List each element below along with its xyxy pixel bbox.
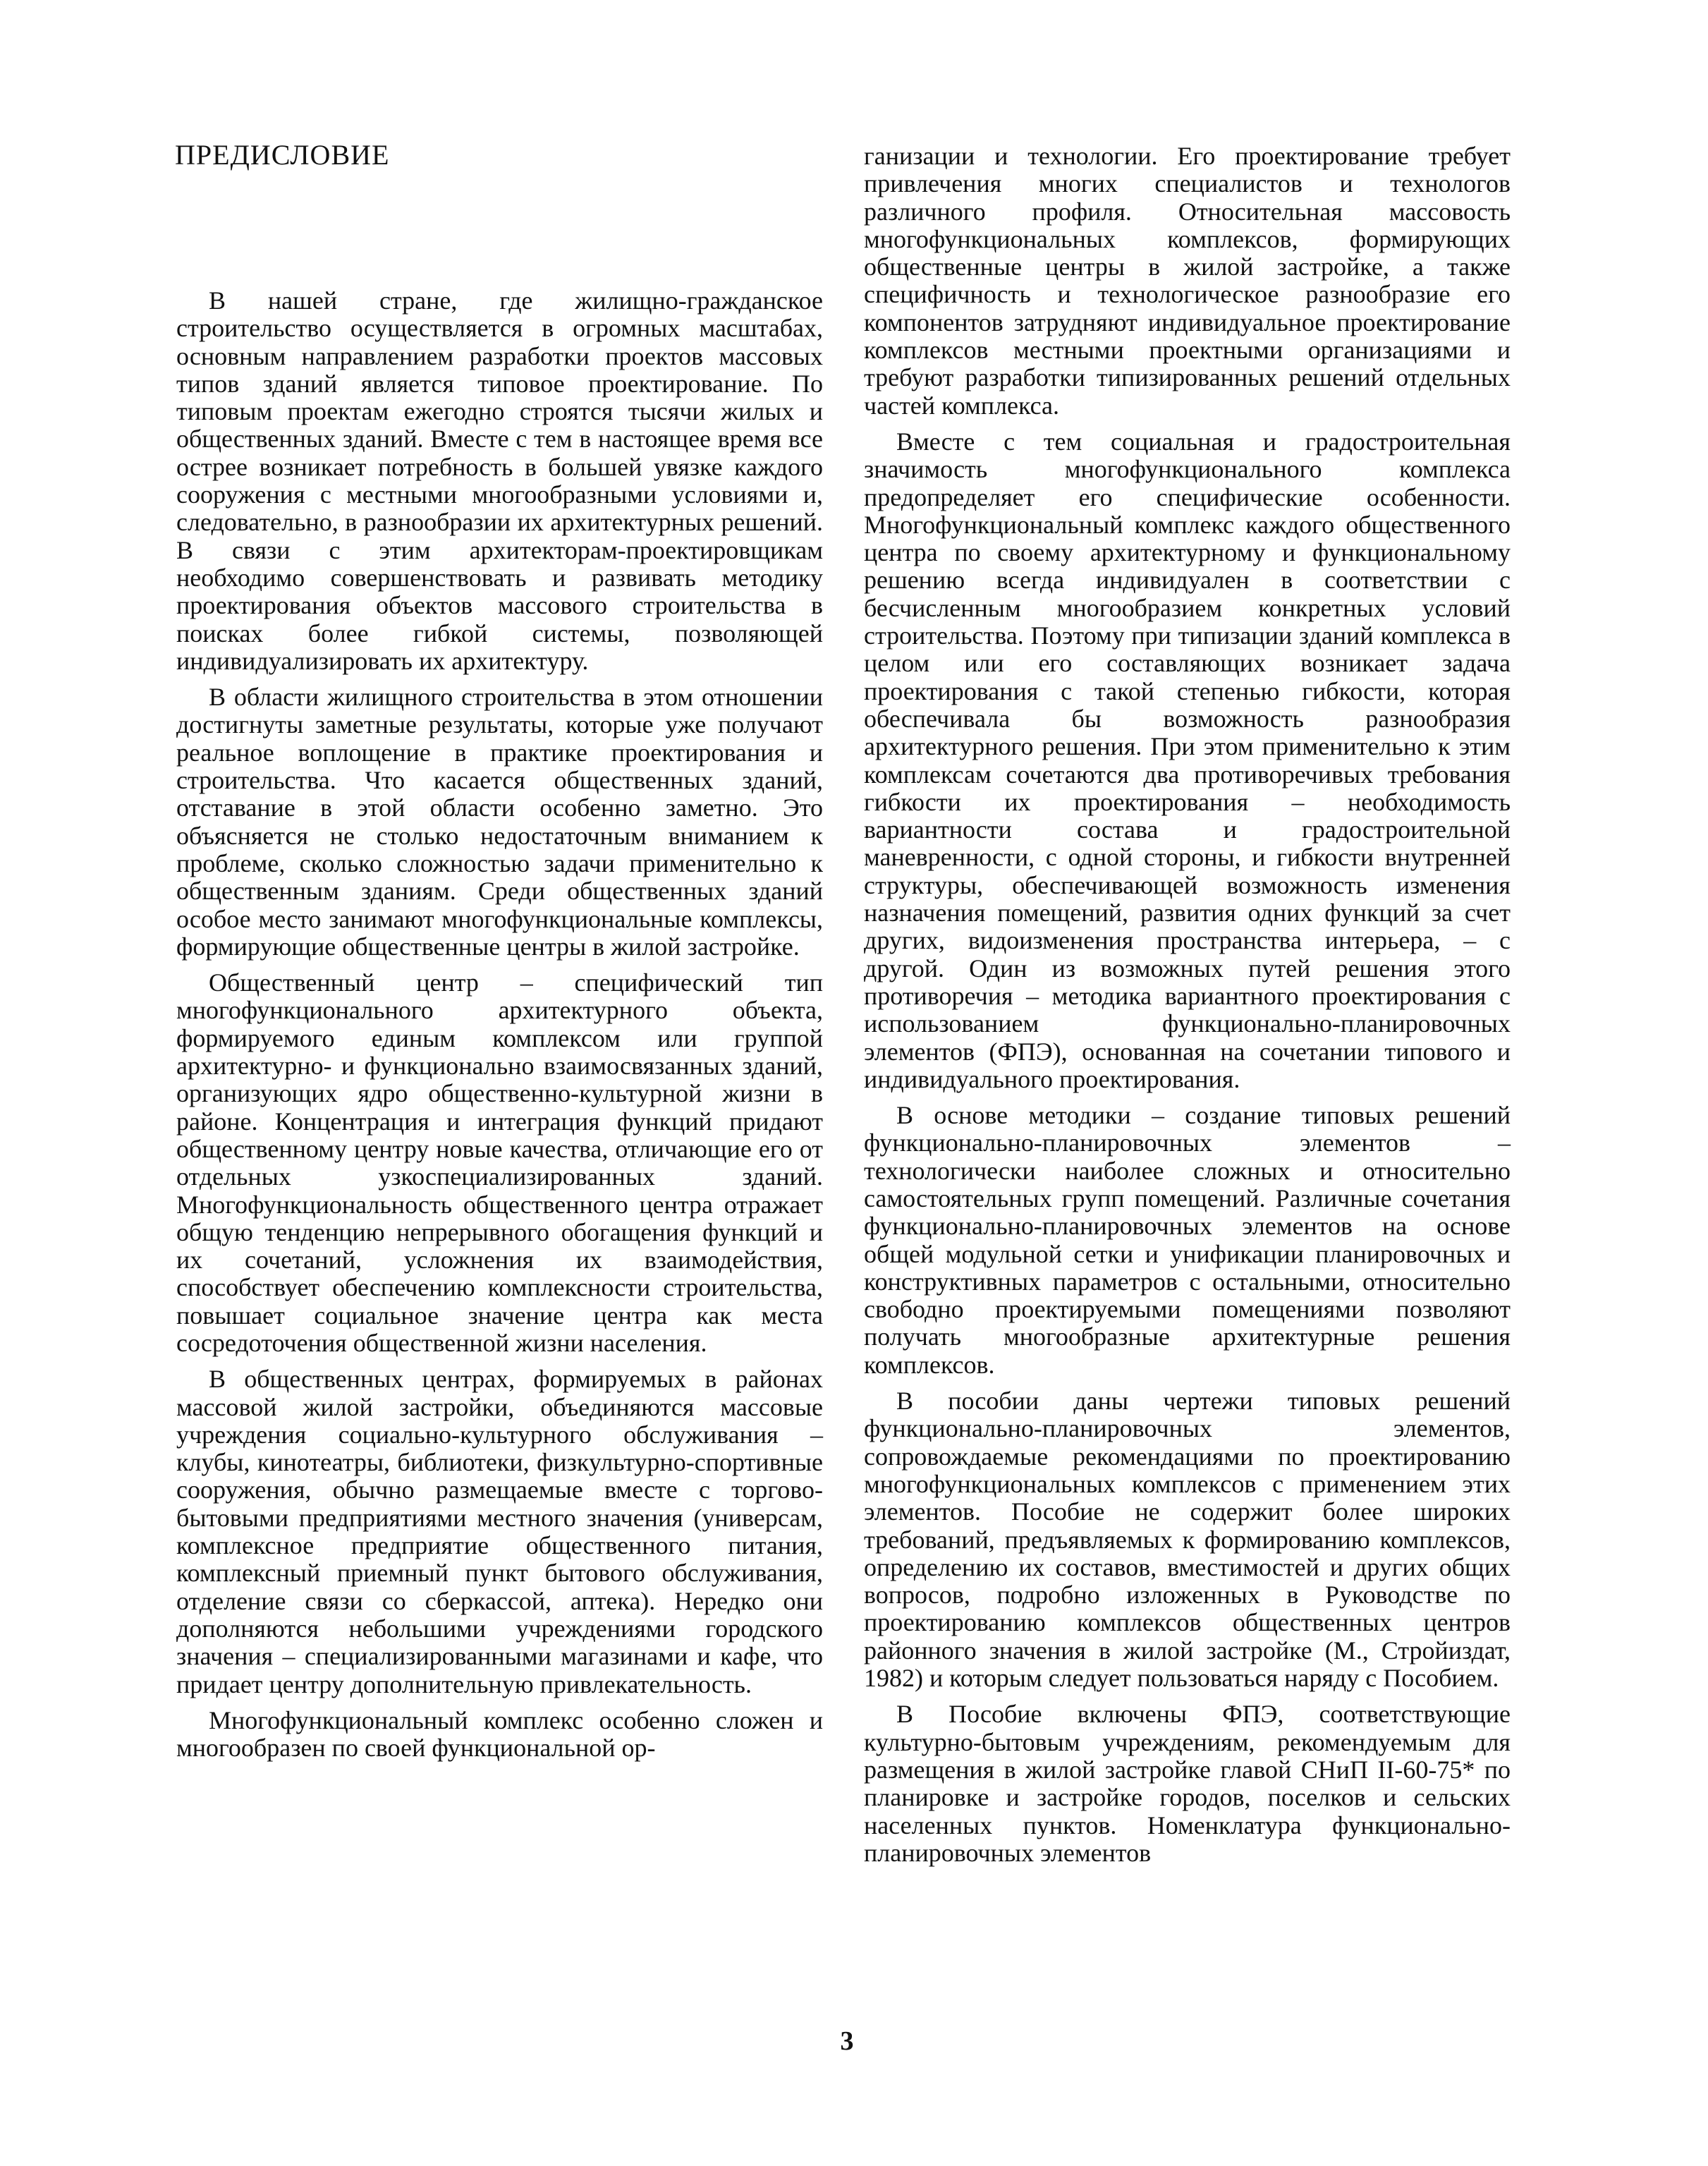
paragraph: В пособии даны чертежи типовых решений функционально-планировочных элементов, сопровождаемые рекомендациями по проектированию многофункциональных комплексов с применением этих элементов. Пособие не содержит более широких требований, предъявляемых к формированию комплексов, определению их составов, вместимостей и других общих вопросов, подробно изложенных в Руководстве по проектированию комплексов общественных центров районного значения в жилой застройке (М., Стройиздат, 1982) и которым следует пользоваться наряду с Пособием. (864, 1387, 1511, 1693)
page-number: 3 (840, 2026, 854, 2056)
paragraph: В нашей стране, где жилищно-гражданское строительство осуществляется в огромных масштабах, основным направлением разработки проектов массовых типов зданий является типовое проектирование. По типовым проектам ежегодно строятся тысячи жилых и общественных зданий. Вместе с тем в настоящее время все острее возникает потребность в большей увязке каждого сооружения с местными многообразными условиями и, следовательно, в разнообразии их архитектурных решений. В связи с этим архитекторам-проектировщикам необходимо совершенствовать и развивать методику проектирования объектов массового строительства в поисках более гибкой системы, позволяющей индивидуализировать их архитектуру. (176, 286, 823, 675)
paragraph: В Пособие включены ФПЭ, соответствующие культурно-бытовым учреждениям, рекомендуемым для размещения в жилой застройке главой СНиП II-60-75* по планировке и застройке городов, поселков и сельских населенных пунктов. Номенклатура функционально-планировочных элементов (864, 1700, 1511, 1867)
page-heading: ПРЕДИСЛОВИЕ (175, 139, 390, 171)
paragraph: В общественных центрах, формируемых в районах массовой жилой застройки, объединяются массовые учреждения социально-культурного обслуживания – клубы, кинотеатры, библиотеки, физкультурно-спортивные сооружения, обычно размещаемые вместе с торгово-бытовыми предприятиями местного значения (универсам, комплексное предприятие общественного питания, комплексный приемный пункт бытового обслуживания, отделение связи со сберкассой, аптека). Нередко они дополняются небольшими учреждениями городского значения – специализированными магазинами и кафе, что придает центру дополнительную привлекательность. (176, 1365, 823, 1698)
paragraph: Вместе с тем социальная и градостроительная значимость многофункционального комплекса предопределяет его специфические особенности. Многофункциональный комплекс каждого общественного центра по своему архитектурному и функциональному решению всегда индивидуален в соответствии с бесчисленным многообразием конкретных условий строительства. Поэтому при типизации зданий комплекса в целом или его составляющих возникает задача проектирования с такой степенью гибкости, которая обеспечивала бы возможность разнообразия архитектурного решения. При этом применительно к этим комплексам сочетаются два противоречивых требования гибкости их проектирования – необходимость вариантности состава и градостроительной маневренности, с одной стороны, и гибкости внутренней структуры, обеспечивающей возможность изменения назначения помещений, развития одних функций за счет других, видоизменения пространства интерьера, – с другой. Один из возможных путей решения этого противоречия – методика вариантного проектирования с использованием функционально-планировочных элементов (ФПЭ), основанная на сочетании типового и индивидуального проектирования. (864, 427, 1511, 1093)
paragraph: Многофункциональный комплекс особенно сложен и многообразен по своей функциональной ор- (176, 1705, 823, 1763)
paragraph: В области жилищного строительства в этом отношении достигнуты заметные результаты, которые уже получают реальное воплощение в практике проектирования и строительства. Что касается общественных зданий, отставание в этой области особенно заметно. Это объясняется не столько недостаточным вниманием к проблеме, сколько сложностью задачи применительно к общественным зданиям. Среди общественных зданий особое место занимают многофункциональные комплексы, формирующие общественные центры в жилой застройке. (176, 683, 823, 961)
paragraph-continued: ганизации и технологии. Его проектирование требует привлечения многих специалистов и технологов различного профиля. Относительная массовость многофункциональных комплексов, формирующих общественные центры в жилой застройке, а также специфичность и технологическое разнообразие его компонентов затрудняют индивидуальное проектирование комплексов местными проектными организациями и требуют разработки типизированных решений отдельных частей комплекса. (864, 142, 1511, 420)
left-text-column (176, 287, 823, 1770)
right-text-column (864, 142, 1511, 1875)
paragraph: Общественный центр – специфический тип многофункционального архитектурного объекта, формируемого единым комплексом или группой архитектурно- и функционально взаимосвязанных зданий, организующих ядро общественно-культурной жизни в районе. Концентрация и интеграция функций придают общественному центру новые качества, отличающие его от отдельных узкоспециализированных зданий. Многофункциональность общественного центра отражает общую тенденцию непрерывного обогащения функций и их сочетаний, усложнения их взаимодействия, способствует обеспечению комплексности строительства, повышает социальное значение центра как места сосредоточения общественной жизни населения. (176, 968, 823, 1357)
paragraph: В основе методики – создание типовых решений функционально-планировочных элементов – технологически наиболее сложных и относительно самостоятельных групп помещений. Различные сочетания функционально-планировочных элементов на основе общей модульной сетки и унификации планировочных и конструктивных параметров с остальными, относительно свободно проектируемыми помещениями позволяют получать многообразные архитектурные решения комплексов. (864, 1101, 1511, 1379)
